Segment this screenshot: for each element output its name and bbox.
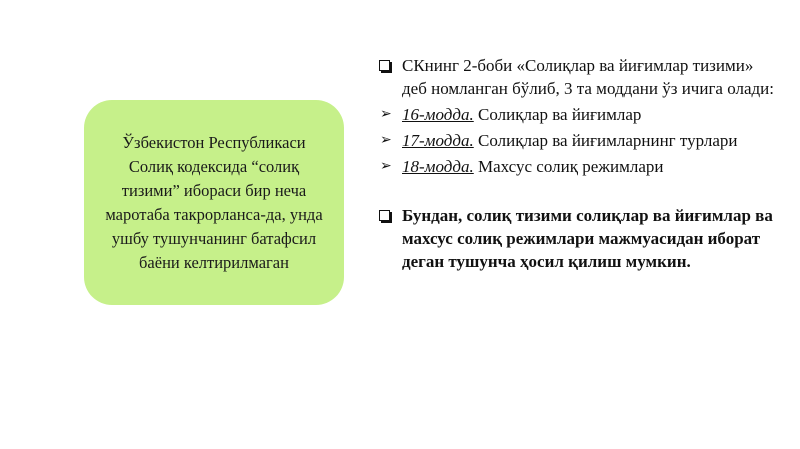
article-title: Махсус солиқ режимлари [478, 157, 664, 176]
article-ref: 17-модда. [402, 131, 474, 150]
arrowhead-icon: ➢ [380, 158, 392, 174]
article-ref: 16-модда. [402, 105, 474, 124]
content-column [378, 54, 778, 273]
highlight-box [84, 100, 344, 305]
article-item [378, 103, 778, 126]
arrowhead-icon: ➢ [380, 132, 392, 148]
article-title: Солиқлар ва йиғимларнинг турлари [478, 131, 738, 150]
arrowhead-icon: ➢ [380, 106, 392, 122]
article-item [378, 129, 778, 152]
intro-item [378, 54, 778, 100]
checkbox-square-icon [379, 60, 390, 71]
article-title: Солиқлар ва йиғимлар [478, 105, 642, 124]
article-ref: 18-модда. [402, 157, 474, 176]
checkbox-square-icon [379, 210, 390, 221]
intro-text: СКнинг 2-боби «Солиқлар ва йиғимлар тизими» деб номланган бўлиб, 3 та моддани ўз ичига олади: [402, 56, 774, 98]
highlight-box-text: Ўзбекистон Республикаси Солиқ кодексида “солиқ тизими” ибораси бир неча маротаба такрорланса-да, унда ушбу тушунчанинг батафсил баёни келтирилмаган [105, 132, 323, 272]
conclusion-item [378, 204, 778, 273]
conclusion-text: Бундан, солиқ тизими солиқлар ва йиғимлар ва махсус солиқ режимлари мажмуасидан иборат деган тушунча ҳосил қилиш мумкин. [402, 206, 773, 271]
article-item [378, 155, 778, 178]
